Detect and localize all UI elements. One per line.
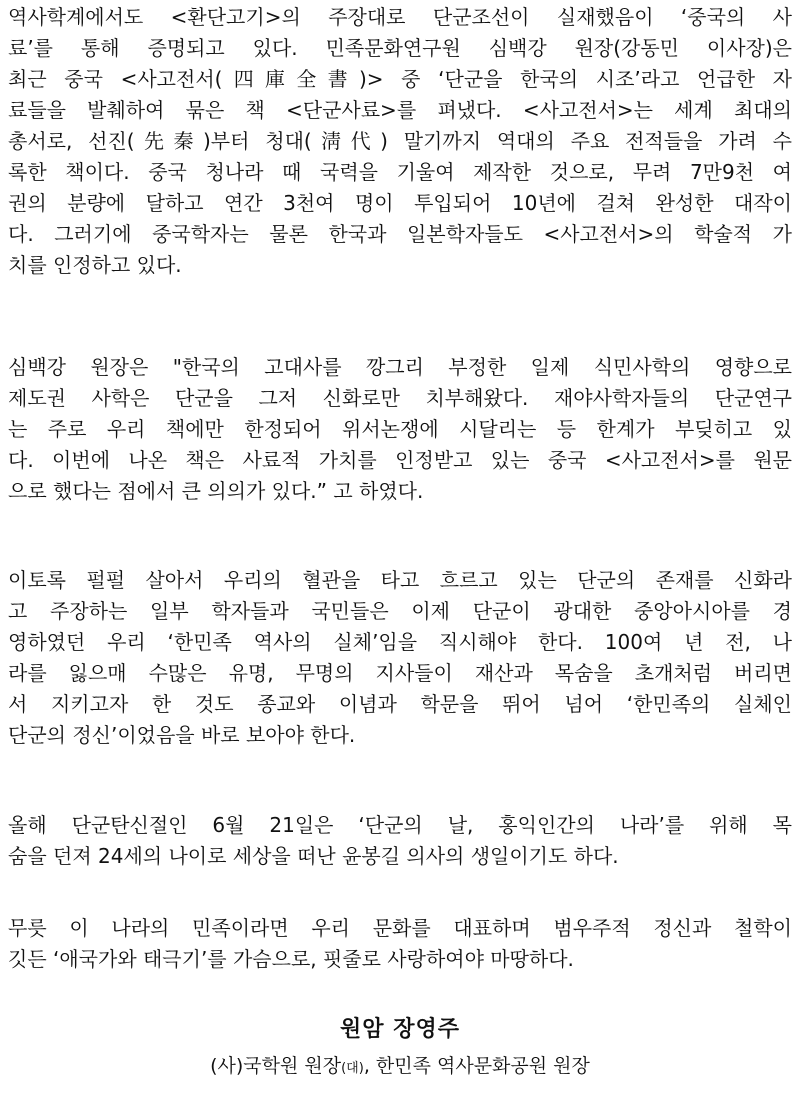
paragraph-3 xyxy=(8,565,792,751)
text-line: 심백강 원장은 "한국의 고대사를 깡그리 부정한 일제 식민사학의 영향으로 xyxy=(8,355,792,379)
text-line: 다. 그러기에 중국학자는 물론 한국과 일본학자들도 <사고전서>의 학술적 가 xyxy=(8,222,792,246)
paragraph-1 xyxy=(8,2,792,281)
author-title-note: (대) xyxy=(341,1061,364,1076)
text-line: 무릇 이 나라의 민족이라면 우리 문화를 대표하며 범우주적 정신과 철학이 xyxy=(8,916,792,940)
text-line: 깃든 ‘애국가와 태극기’를 가슴으로, 핏줄로 사랑하여야 마땅하다. xyxy=(8,947,574,971)
paragraph-5 xyxy=(8,913,792,975)
text-line: 록한 책이다. 중국 청나라 때 국력을 기울여 제작한 것으로, 무려 7만9천 여 xyxy=(8,160,792,184)
text-line: 제도권 사학은 단군을 그저 신화로만 치부해왔다. 재야사학자들의 단군연구 xyxy=(8,386,792,410)
text-line: 역사학계에서도 <환단고기>의 주장대로 단군조선이 실재했음이 ‘중국의 사 xyxy=(8,5,792,29)
text-line: 료’를 통해 증명되고 있다. 민족문화연구원 심백강 원장(강동민 이사장)은 xyxy=(8,36,792,60)
text-line: 다. 이번에 나온 책은 사료적 가치를 인정받고 있는 중국 <사고전서>를 원문 xyxy=(8,448,792,472)
text-line: 단군의 정신’이었음을 바로 보아야 한다. xyxy=(8,723,356,747)
author-name: 원암 장영주 xyxy=(340,1017,460,1042)
paragraph-4 xyxy=(8,810,792,872)
text-line: 올해 단군탄신절인 6월 21일은 ‘단군의 날, 홍익인간의 나라’를 위해 목 xyxy=(8,813,792,837)
author-title-prefix: (사)국학원 원장 xyxy=(210,1055,342,1077)
text-line: 권의 분량에 달하고 연간 3천여 명이 투입되어 10년에 걸쳐 완성한 대작이 xyxy=(8,191,792,215)
text-line: 이토록 펄펄 살아서 우리의 혈관을 타고 흐르고 있는 단군의 존재를 신화라 xyxy=(8,568,792,592)
text-line: 라를 잃으매 수많은 유명, 무명의 지사들이 재산과 목숨을 초개처럼 버리면 xyxy=(8,661,792,685)
text-line: 최근 중국 <사고전서(四庫全書)> 중 ‘단군을 한국의 시조’라고 언급한 자 xyxy=(8,67,792,91)
text-line: 치를 인정하고 있다. xyxy=(8,253,182,277)
text-line: 숨을 던져 24세의 나이로 세상을 떠난 윤봉길 의사의 생일이기도 하다. xyxy=(8,844,619,868)
author-title-suffix: , 한민족 역사문화공원 원장 xyxy=(363,1055,590,1077)
text-line: 는 주로 우리 책에만 한정되어 위서논쟁에 시달리는 등 한계가 부딪히고 있 xyxy=(8,417,792,441)
text-line: 총서로, 선진(先秦)부터 청대(淸代) 말기까지 역대의 주요 전적들을 가려 수 xyxy=(8,129,792,153)
paragraph-2 xyxy=(8,352,792,507)
text-line: 서 지키고자 한 것도 종교와 이념과 학문을 뛰어 넘어 ‘한민족의 실체인 xyxy=(8,692,792,716)
text-line: 으로 했다는 점에서 큰 의의가 있다.” 고 하였다. xyxy=(8,479,424,503)
author-title xyxy=(0,1052,800,1083)
text-line: 료들을 발췌하여 묶은 책 <단군사료>를 펴냈다. <사고전서>는 세계 최대의 xyxy=(8,98,792,122)
text-line: 영하였던 우리 ‘한민족 역사의 실체’임을 직시해야 한다. 100여 년 전, 나 xyxy=(8,630,792,654)
text-line: 고 주장하는 일부 학자들과 국민들은 이제 단군이 광대한 중앙아시아를 경 xyxy=(8,599,792,623)
